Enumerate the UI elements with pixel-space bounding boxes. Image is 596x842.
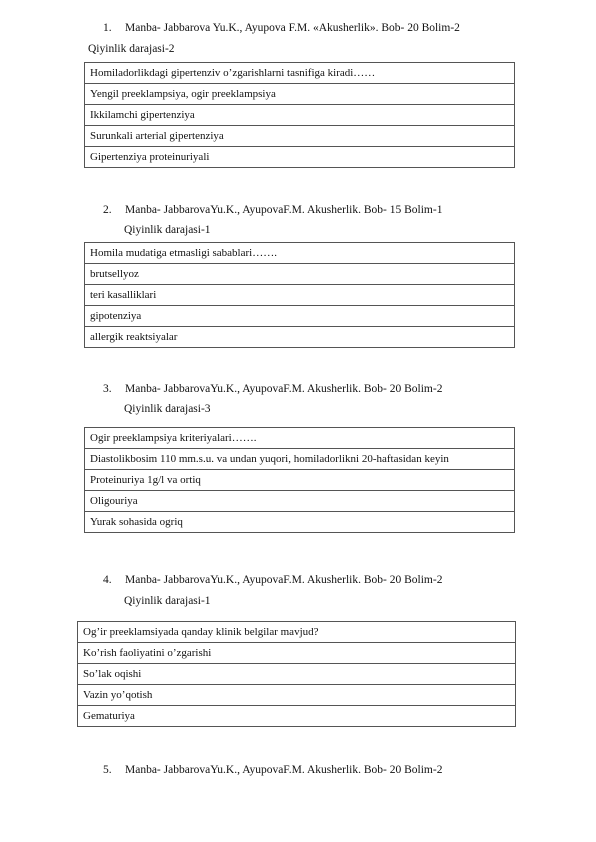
option-cell: Surunkali arterial gipertenziya [85, 126, 515, 147]
table-row [85, 84, 515, 105]
question-text: Og’ir preeklamsiyada qanday klinik belgilar mavjud? [78, 622, 516, 643]
table-row [85, 243, 515, 264]
table-row [85, 428, 515, 449]
option-cell: Ko’rish faoliyatini o’zgarishi [78, 643, 516, 664]
table-row [85, 285, 515, 306]
source-text: Manba- Jabbarova Yu.K., Ayupova F.M. «Akusherlik». Bob- 20 Bolim-2 [125, 22, 460, 34]
option-cell: Gipertenziya proteinuriyali [85, 147, 515, 168]
option-cell: brutsellyoz [85, 264, 515, 285]
option-cell: Vazin yo’qotish [78, 685, 516, 706]
option-cell: So’lak oqishi [78, 664, 516, 685]
table-row [78, 685, 516, 706]
option-cell: gipotenziya [85, 306, 515, 327]
option-cell: Oligouriya [85, 491, 515, 512]
question-text: Ogir preeklampsiya kriteriyalari……. [85, 428, 515, 449]
question-3-difficulty: Qiyinlik darajasi-3 [124, 403, 211, 415]
option-cell: Proteinuriya 1g/l va ortiq [85, 470, 515, 491]
table-row [85, 105, 515, 126]
question-1-table [84, 62, 515, 168]
source-text: Manba- JabbarovaYu.K., AyupovaF.M. Akusherlik. Bob- 20 Bolim-2 [125, 764, 443, 776]
question-2-difficulty: Qiyinlik darajasi-1 [124, 224, 211, 236]
option-cell: Yurak sohasida ogriq [85, 512, 515, 533]
table-row [78, 664, 516, 685]
question-text: Homila mudatiga etmasligi sabablari……. [85, 243, 515, 264]
source-text: Manba- JabbarovaYu.K., AyupovaF.M. Akusherlik. Bob- 15 Bolim-1 [125, 204, 443, 216]
table-row [78, 706, 516, 727]
table-row [85, 147, 515, 168]
table-row [85, 306, 515, 327]
table-row [85, 63, 515, 84]
table-row [78, 622, 516, 643]
question-4-source-line [103, 573, 442, 587]
question-3-source-line [103, 382, 442, 396]
question-3-table [84, 427, 515, 533]
question-number: 4. [103, 574, 112, 586]
table-row [85, 491, 515, 512]
question-number: 3. [103, 383, 112, 395]
table-row [78, 643, 516, 664]
option-cell: Ikkilamchi gipertenziya [85, 105, 515, 126]
question-1-difficulty: Qiyinlik darajasi-2 [88, 43, 175, 55]
question-1-source-line [103, 21, 460, 35]
option-cell: Yengil preeklampsiya, ogir preeklampsiya [85, 84, 515, 105]
table-row [85, 470, 515, 491]
question-4-difficulty: Qiyinlik darajasi-1 [124, 595, 211, 607]
table-row [85, 512, 515, 533]
source-text: Manba- JabbarovaYu.K., AyupovaF.M. Akusherlik. Bob- 20 Bolim-2 [125, 383, 443, 395]
question-4-table [77, 621, 516, 727]
option-cell: allergik reaktsiyalar [85, 327, 515, 348]
question-number: 5. [103, 764, 112, 776]
table-row [85, 449, 515, 470]
option-cell: Gematuriya [78, 706, 516, 727]
question-number: 1. [103, 22, 112, 34]
question-number: 2. [103, 204, 112, 216]
source-text: Manba- JabbarovaYu.K., AyupovaF.M. Akusherlik. Bob- 20 Bolim-2 [125, 574, 443, 586]
table-row [85, 327, 515, 348]
question-2-source-line [103, 203, 442, 217]
option-cell: teri kasalliklari [85, 285, 515, 306]
table-row [85, 264, 515, 285]
question-2-table [84, 242, 515, 348]
table-row [85, 126, 515, 147]
question-5-source-line [103, 763, 442, 777]
question-text: Homiladorlikdagi gipertenziv o’zgarishlarni tasnifiga kiradi…… [85, 63, 515, 84]
option-cell: Diastolikbosim 110 mm.s.u. va undan yuqori, homiladorlikni 20-haftasidan keyin [85, 449, 515, 470]
